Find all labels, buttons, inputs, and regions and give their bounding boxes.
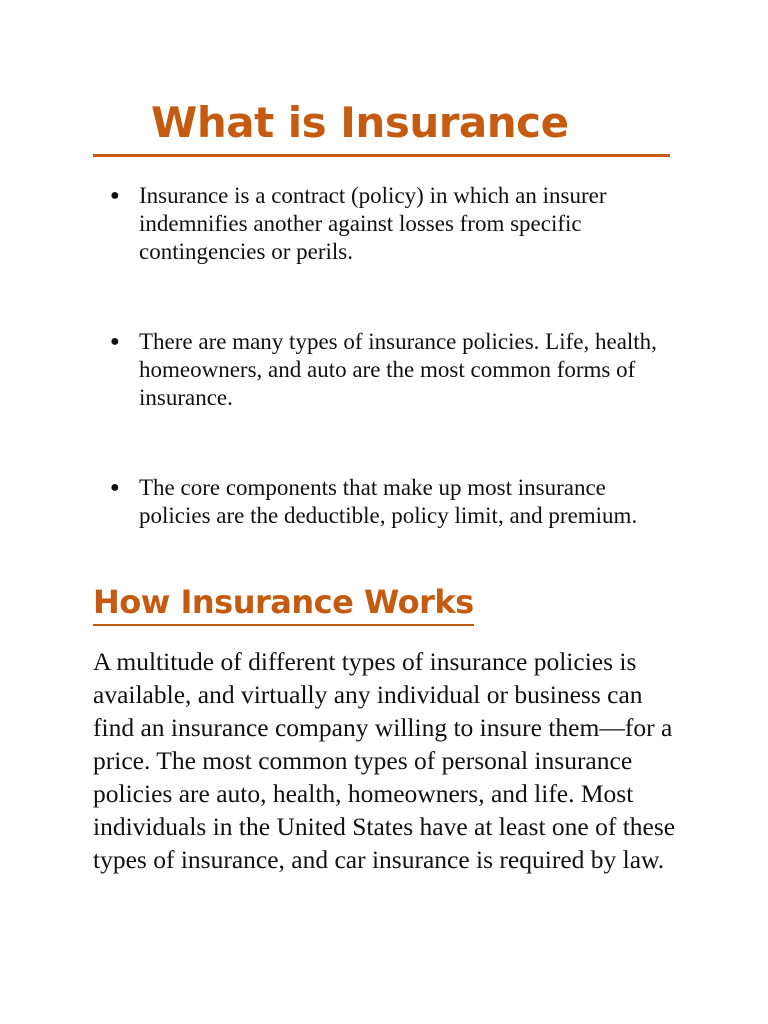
bullet-text: There are many types of insurance policies. Life, health, homeowners, and auto are the most common forms of insurance.: [139, 329, 657, 410]
bullet-marker: ●: [110, 187, 120, 204]
title-underline: [93, 92, 670, 157]
section-heading: How Insurance Works: [93, 580, 474, 626]
bullet-text: Insurance is a contract (policy) in which an insurer indemnifies another against losses from specific contingencies or perils.: [139, 183, 607, 264]
body-paragraph: A multitude of different types of insurance policies is available, and virtually any individual or business can find an insurance company willing to insure them—for a price. The most common types of personal insurance policies are auto, health, homeowners, and life. Most individuals in the United States have at least one of these types of insurance, and car insurance is required by law.: [93, 647, 676, 874]
bullet-marker: ●: [110, 333, 120, 350]
bullet-marker: ●: [110, 479, 120, 496]
page-title: What is Insurance: [151, 98, 569, 147]
bullet-text: The core components that make up most insurance policies are the deductible, policy limit, and premium.: [139, 475, 638, 528]
